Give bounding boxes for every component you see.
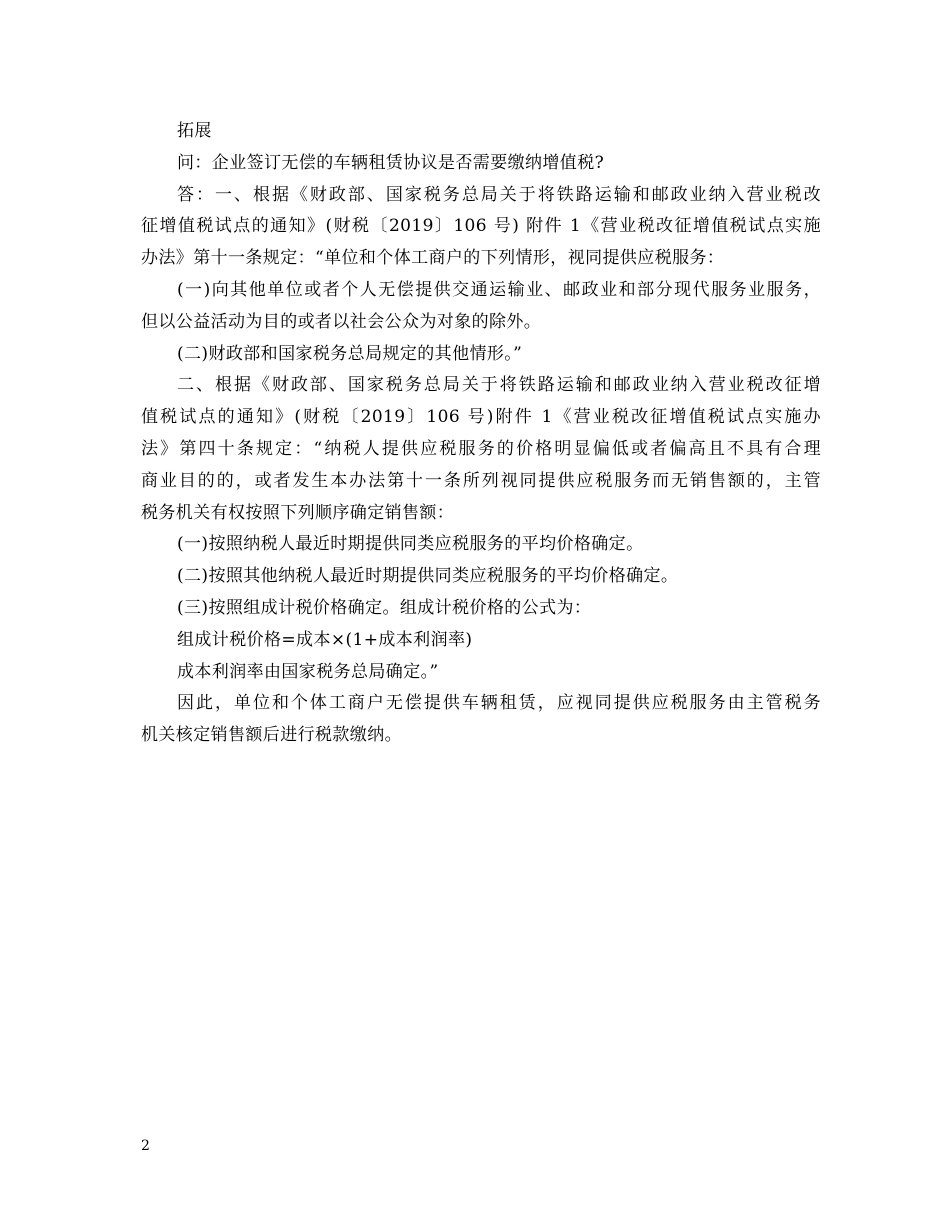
answer-line-11: 税务机关有权按照下列顺序确定销售额：: [141, 502, 455, 523]
answer-line-9: 法》第四十条规定：“纳税人提供应税服务的价格明显偏低或者偏高且不具有合理: [141, 438, 821, 459]
answer-line-7: 二、根据《财政部、国家税务总局关于将铁路运输和邮政业纳入营业税改征增: [177, 375, 821, 396]
answer-line-13: (二)按照其他纳税人最近时期提供同类应税服务的平均价格确定。: [177, 566, 679, 587]
answer-line-6: (二)财政部和国家税务总局规定的其他情形。”: [177, 343, 523, 364]
answer-line-15: 成本利润率由国家税务总局确定。”: [177, 661, 439, 682]
conclusion-line-1: 因此，单位和个体工商户无偿提供车辆租赁，应视同提供应税服务由主管税务: [177, 693, 821, 714]
answer-line-3: 办法》第十一条规定：“单位和个体工商户的下列情形，视同提供应税服务：: [141, 248, 725, 269]
answer-line-4: (一)向其他单位或者个人无偿提供交通运输业、邮政业和部分现代服务业服务，: [177, 279, 821, 300]
answer-line-12: (一)按照纳税人最近时期提供同类应税服务的平均价格确定。: [177, 534, 644, 555]
answer-line-2: 征增值税试点的通知》(财税〔2019〕106 号) 附件 1《营业税改征增值税试点实施: [141, 216, 821, 237]
document-body: [141, 116, 821, 752]
conclusion-line-2: 机关核定销售额后进行税款缴纳。: [141, 725, 402, 746]
formula-line: 组成计税价格=成本×(1+成本利润率): [177, 629, 473, 650]
page-number: 2: [141, 1138, 150, 1154]
answer-line-5: 但以公益活动为目的或者以社会公众为对象的除外。: [141, 311, 542, 332]
answer-line-14: (三)按照组成计税价格确定。组成计税价格的公式为：: [177, 597, 592, 618]
question-line: 问：企业签订无偿的车辆租赁协议是否需要缴纳增值税?: [177, 152, 605, 173]
answer-line-8: 值税试点的通知》(财税〔2019〕106 号)附件 1《营业税改征增值税试点实施办: [141, 407, 821, 428]
answer-line-10: 商业目的的，或者发生本办法第十一条所列视同提供应税服务而无销售额的，主管: [141, 470, 821, 491]
answer-line-1: 答：一、根据《财政部、国家税务总局关于将铁路运输和邮政业纳入营业税改: [177, 184, 821, 205]
section-heading: 拓展: [177, 121, 212, 141]
